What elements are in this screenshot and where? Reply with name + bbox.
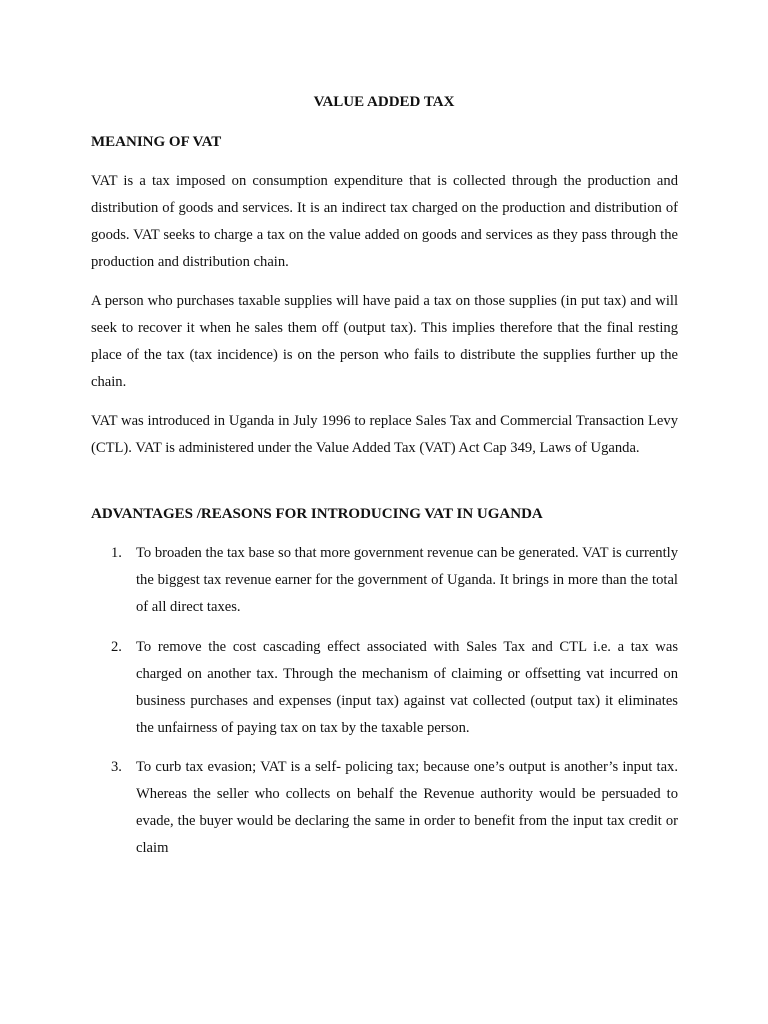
list-item-text: To remove the cost cascading effect associated with Sales Tax and CTL i.e. a tax was charged on another tax. Through the mechanism of claiming or offsetting vat incurred on business purchases and expenses (input tax) against vat collected (output tax) it eliminates the unfairness of paying tax on tax by the taxable person.: [136, 639, 678, 736]
list-item-number: 1.: [111, 545, 122, 561]
list-item-text: To broaden the tax base so that more government revenue can be generated. VAT is currently the biggest tax revenue earner for the government of Uganda. It brings in more than the total of all direct taxes.: [136, 545, 679, 615]
section-heading-meaning: MEANING OF VAT: [91, 134, 222, 150]
paragraph-vat-definition: VAT is a tax imposed on consumption expenditure that is collected through the production and distribution of goods and services. It is an indirect tax charged on the production and distribution of goods. VAT seeks to charge a tax on the value added on goods and services as they pass through the production and distribution chain.: [91, 173, 678, 270]
section-heading-advantages: ADVANTAGES /REASONS FOR INTRODUCING VAT IN UGANDA: [91, 506, 543, 522]
paragraph-vat-introduction: VAT was introduced in Uganda in July 1996 to replace Sales Tax and Commercial Transaction Levy (CTL). VAT is administered under the Value Added Tax (VAT) Act Cap 349, Laws of Uganda.: [91, 413, 678, 456]
document-title: VALUE ADDED TAX: [313, 94, 455, 110]
paragraph-input-output-tax: A person who purchases taxable supplies will have paid a tax on those supplies (in put tax) and will seek to recover it when he sales them off (output tax). This implies therefore that the final resting place of the tax (tax incidence) is on the person who fails to distribute the supplies further up the chain.: [91, 293, 678, 390]
list-item-number: 3.: [111, 759, 122, 775]
list-item-number: 2.: [111, 639, 122, 655]
list-item-text: To curb tax evasion; VAT is a self- policing tax; because one’s output is another’s input tax. Whereas the seller who collects on behalf the Revenue authority would be persuaded to evade, the buyer would be declaring the same in order to benefit from the input tax credit or claim: [136, 759, 678, 856]
